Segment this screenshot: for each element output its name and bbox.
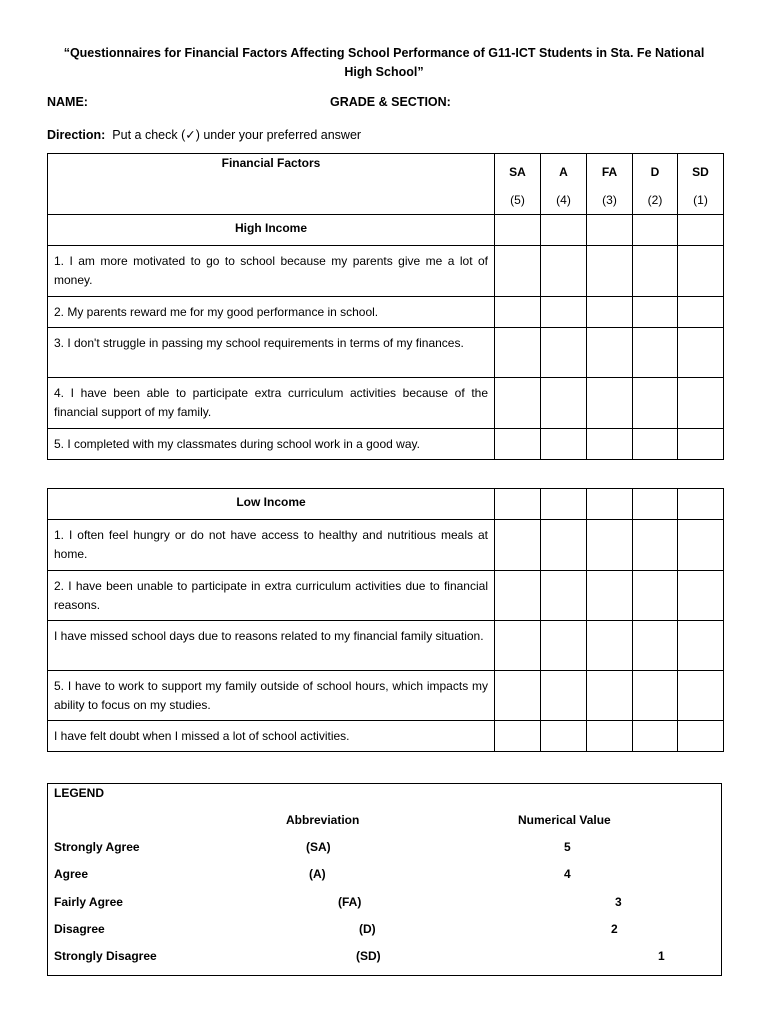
answer-cell[interactable]: [678, 378, 724, 429]
answer-cell[interactable]: [678, 621, 724, 671]
statement-text: 5. I have to work to support my family outside of school hours, which impacts my ability to focus on my studies.: [48, 671, 495, 721]
legend-value: 3: [615, 895, 622, 909]
answer-cell[interactable]: [587, 378, 633, 429]
column-abbr: SA: [509, 165, 526, 179]
answer-cell[interactable]: [495, 297, 541, 328]
statement-text: 3. I don't struggle in passing my school requirements in terms of my finances.: [48, 328, 495, 378]
table-row: [48, 721, 724, 752]
answer-cell[interactable]: [495, 429, 541, 460]
statement-text: 2. My parents reward me for my good performance in school.: [48, 297, 495, 328]
column-header-sd: [678, 154, 724, 215]
answer-cell[interactable]: [678, 297, 724, 328]
answer-cell[interactable]: [541, 246, 587, 297]
table-row: [48, 671, 724, 721]
answer-cell[interactable]: [541, 429, 587, 460]
legend-value: 4: [564, 867, 571, 881]
low-income-table: [47, 488, 724, 752]
answer-cell[interactable]: [587, 671, 633, 721]
answer-cell[interactable]: [633, 246, 678, 297]
legend-abbr: (FA): [338, 895, 362, 909]
answer-cell[interactable]: [678, 671, 724, 721]
answer-cell[interactable]: [633, 328, 678, 378]
legend-label: Disagree: [54, 922, 105, 936]
answer-cell[interactable]: [587, 297, 633, 328]
answer-cell[interactable]: [495, 721, 541, 752]
column-header-sa: [495, 154, 541, 215]
legend-title: LEGEND: [54, 786, 105, 800]
legend-abbreviation-header: Abbreviation: [286, 813, 360, 827]
column-value: (1): [693, 193, 708, 207]
legend-abbr: (SD): [356, 949, 381, 963]
statement-text: I have missed school days due to reasons related to my financial family situation.: [48, 621, 495, 671]
answer-cell[interactable]: [633, 297, 678, 328]
legend-label: Fairly Agree: [54, 895, 123, 909]
column-value: (5): [510, 193, 525, 207]
column-header-a: [541, 154, 587, 215]
answer-cell[interactable]: [495, 378, 541, 429]
statement-text: 5. I completed with my classmates during school work in a good way.: [48, 429, 495, 460]
table-row: [48, 520, 724, 571]
section-row: [48, 489, 724, 520]
answer-cell[interactable]: [678, 246, 724, 297]
column-value: (2): [647, 193, 663, 207]
column-value: (3): [602, 193, 617, 207]
answer-cell[interactable]: [495, 215, 541, 246]
legend-abbr: (A): [309, 867, 326, 881]
legend-value: 2: [611, 922, 618, 936]
column-abbr: SD: [692, 165, 709, 179]
section-label-low-income: Low Income: [48, 489, 495, 520]
answer-cell[interactable]: [633, 621, 678, 671]
answer-cell[interactable]: [541, 378, 587, 429]
section-row: [48, 215, 724, 246]
answer-cell[interactable]: [678, 571, 724, 621]
answer-cell[interactable]: [587, 246, 633, 297]
direction-text: Put a check (✓) under your preferred answer: [112, 128, 362, 142]
answer-cell[interactable]: [587, 489, 633, 520]
statement-text: 2. I have been unable to participate in extra curriculum activities due to financial reasons.: [48, 571, 495, 621]
answer-cell[interactable]: [678, 215, 724, 246]
table-row: [48, 621, 724, 671]
answer-cell[interactable]: [541, 215, 587, 246]
answer-cell[interactable]: [587, 721, 633, 752]
grade-section-label: GRADE & SECTION:: [330, 95, 451, 109]
legend-label: Strongly Disagree: [54, 949, 157, 963]
table-row: [48, 246, 724, 297]
legend-value: 5: [564, 840, 571, 854]
answer-cell[interactable]: [633, 671, 678, 721]
table-row: [48, 378, 724, 429]
answer-cell[interactable]: [587, 429, 633, 460]
direction-label: Direction:: [47, 128, 106, 142]
answer-cell[interactable]: [587, 621, 633, 671]
column-abbr: FA: [601, 165, 618, 179]
statement-text: 1. I often feel hungry or do not have access to healthy and nutritious meals at home.: [48, 520, 495, 571]
answer-cell[interactable]: [633, 520, 678, 571]
answer-cell[interactable]: [633, 378, 678, 429]
answer-cell[interactable]: [495, 246, 541, 297]
answer-cell[interactable]: [541, 671, 587, 721]
direction-line: [47, 127, 361, 142]
column-header-d: [633, 154, 678, 215]
section-label-high-income: High Income: [48, 215, 495, 246]
answer-cell[interactable]: [541, 328, 587, 378]
column-value: (4): [556, 193, 571, 207]
answer-cell[interactable]: [495, 489, 541, 520]
table-row: [48, 297, 724, 328]
financial-factors-header: Financial Factors: [48, 154, 495, 215]
legend-label: Strongly Agree: [54, 840, 140, 854]
answer-cell[interactable]: [541, 489, 587, 520]
answer-cell[interactable]: [587, 571, 633, 621]
table-row: [48, 571, 724, 621]
answer-cell[interactable]: [633, 571, 678, 621]
answer-cell[interactable]: [541, 621, 587, 671]
answer-cell[interactable]: [495, 571, 541, 621]
answer-cell[interactable]: [633, 215, 678, 246]
legend-label: Agree: [54, 867, 89, 881]
statement-text: 1. I am more motivated to go to school because my parents give me a lot of money.: [48, 246, 495, 297]
answer-cell[interactable]: [587, 520, 633, 571]
answer-cell[interactable]: [495, 621, 541, 671]
table-row: [48, 429, 724, 460]
legend-value-header: Numerical Value: [518, 813, 611, 827]
answer-cell[interactable]: [541, 297, 587, 328]
answer-cell[interactable]: [587, 215, 633, 246]
page-title: “Questionnaires for Financial Factors Affecting School Performance of G11-ICT Students in Sta. Fe National High School”: [63, 46, 705, 79]
answer-cell[interactable]: [541, 520, 587, 571]
answer-cell[interactable]: [678, 489, 724, 520]
legend-abbr: (D): [359, 922, 376, 936]
column-header-fa: [587, 154, 633, 215]
statement-text: 4. I have been able to participate extra curriculum activities because of the financial support of my family.: [48, 378, 495, 429]
answer-cell[interactable]: [678, 721, 724, 752]
answer-cell[interactable]: [633, 429, 678, 460]
answer-cell[interactable]: [495, 328, 541, 378]
answer-cell[interactable]: [495, 520, 541, 571]
answer-cell[interactable]: [633, 489, 678, 520]
high-income-table: [47, 153, 724, 460]
answer-cell[interactable]: [678, 520, 724, 571]
column-abbr: D: [650, 165, 660, 179]
legend-box: [47, 783, 722, 976]
answer-cell[interactable]: [678, 429, 724, 460]
legend-value: 1: [658, 949, 665, 963]
table-row: [48, 328, 724, 378]
answer-cell[interactable]: [541, 721, 587, 752]
statement-text: I have felt doubt when I missed a lot of school activities.: [48, 721, 495, 752]
answer-cell[interactable]: [587, 328, 633, 378]
column-abbr: A: [559, 165, 568, 179]
header-row: [48, 154, 724, 215]
answer-cell[interactable]: [541, 571, 587, 621]
name-label: NAME:: [47, 95, 88, 109]
answer-cell[interactable]: [678, 328, 724, 378]
answer-cell[interactable]: [495, 671, 541, 721]
answer-cell[interactable]: [633, 721, 678, 752]
legend-abbr: (SA): [306, 840, 331, 854]
